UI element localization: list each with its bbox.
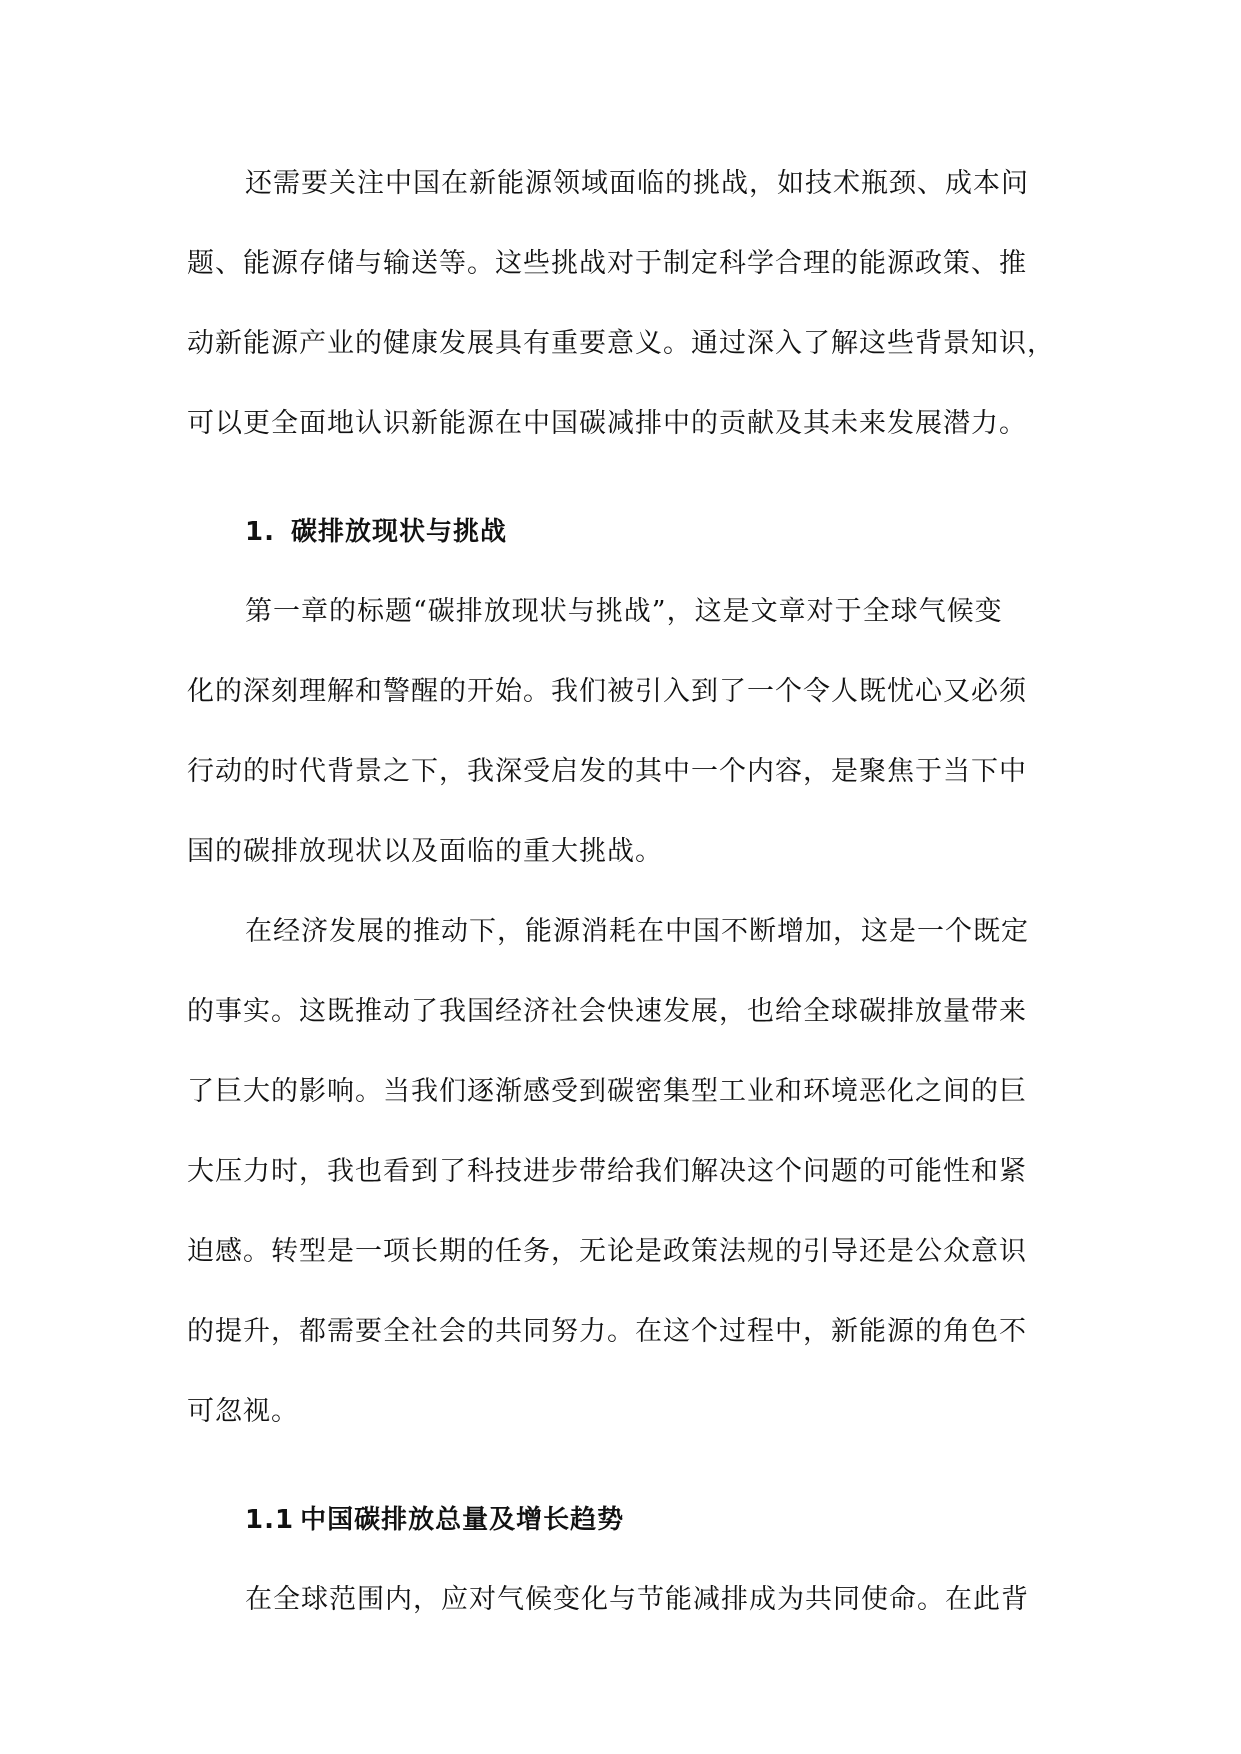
paragraph xyxy=(187,144,1055,464)
text-line: 化的深刻理解和警醒的开始。我们被引入到了一个令人既忧心又必须 xyxy=(187,676,1027,707)
text-line: 第一章的标题“碳排放现状与挑战”，这是文章对于全球气候变 xyxy=(245,596,1003,627)
text-line: 在全球范围内，应对气候变化与节能减排成为共同使命。在此背 xyxy=(245,1584,1029,1615)
text-line: 在经济发展的推动下，能源消耗在中国不断增加，这是一个既定 xyxy=(245,916,1029,947)
text-line: 还需要关注中国在新能源领域面临的挑战，如技术瓶颈、成本问 xyxy=(245,168,1029,199)
text-line: 大压力时，我也看到了科技进步带给我们解决这个问题的可能性和紧 xyxy=(187,1156,1027,1187)
subsection-number: 1.1 xyxy=(245,1505,295,1535)
section-gap xyxy=(187,1452,1055,1480)
paragraph xyxy=(187,892,1055,1452)
subsection-heading xyxy=(187,1480,1055,1560)
text-line: 的提升，都需要全社会的共同努力。在这个过程中，新能源的角色不 xyxy=(187,1316,1027,1347)
section-heading xyxy=(187,492,1055,572)
text-line: 了巨大的影响。当我们逐渐感受到碳密集型工业和环境恶化之间的巨 xyxy=(187,1076,1027,1107)
text-line: 题、能源存储与输送等。这些挑战对于制定科学合理的能源政策、推 xyxy=(187,248,1027,279)
paragraph xyxy=(187,572,1055,892)
text-line: 行动的时代背景之下，我深受启发的其中一个内容，是聚焦于当下中 xyxy=(187,756,1027,787)
document-body xyxy=(187,144,1055,1640)
subsection-title: 中国碳排放总量及增长趋势 xyxy=(300,1505,625,1535)
text-line: 可忽视。 xyxy=(187,1396,299,1427)
section-number: 1. xyxy=(245,517,275,547)
text-line: 迫感。转型是一项长期的任务，无论是政策法规的引导还是公众意识 xyxy=(187,1236,1027,1267)
text-line: 动新能源产业的健康发展具有重要意义。通过深入了解这些背景知识， xyxy=(187,328,1055,359)
text-line: 国的碳排放现状以及面临的重大挑战。 xyxy=(187,836,663,867)
text-line: 的事实。这既推动了我国经济社会快速发展，也给全球碳排放量带来 xyxy=(187,996,1027,1027)
section-title: 碳排放现状与挑战 xyxy=(291,517,508,547)
paragraph xyxy=(187,1560,1055,1640)
section-gap xyxy=(187,464,1055,492)
text-line: 可以更全面地认识新能源在中国碳减排中的贡献及其未来发展潜力。 xyxy=(187,408,1027,439)
